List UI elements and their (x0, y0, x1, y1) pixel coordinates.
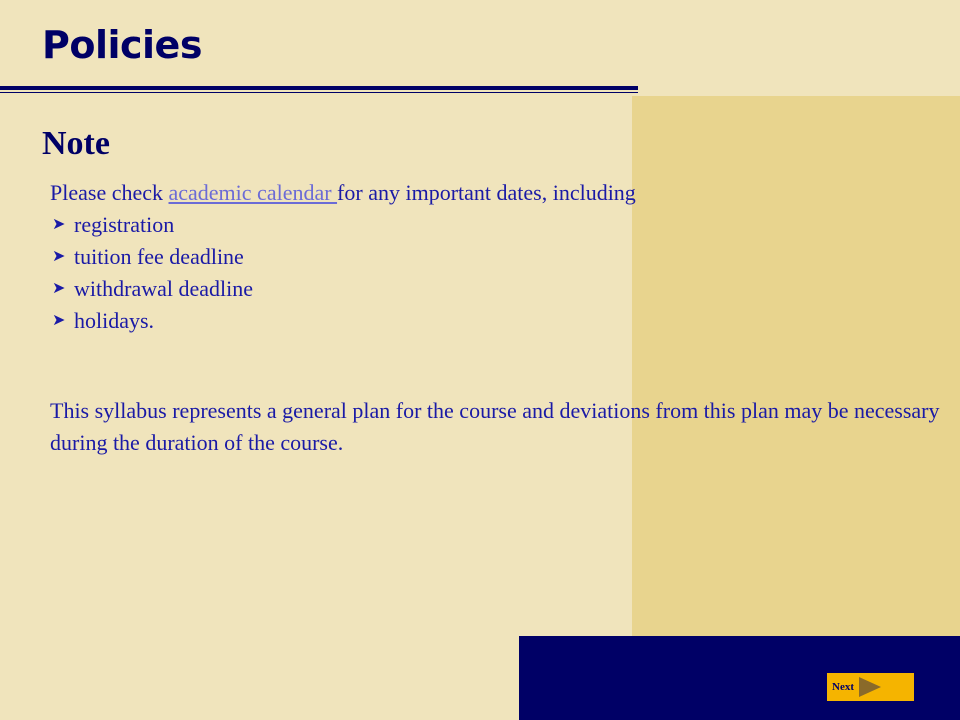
intro-paragraph (50, 177, 940, 209)
next-button[interactable] (827, 673, 914, 701)
slide-title: Policies (42, 23, 202, 67)
list-item (50, 241, 940, 273)
slide-subtitle: Note (42, 125, 110, 162)
arrow-right-icon (859, 677, 881, 697)
intro-text-after: for any important dates, including (337, 180, 636, 205)
important-dates-list (50, 209, 940, 337)
academic-calendar-link[interactable]: academic calendar (168, 180, 338, 205)
arrowhead-bullet-icon: ➤ (52, 312, 66, 329)
arrowhead-bullet-icon: ➤ (52, 216, 66, 233)
list-item-label: tuition fee deadline (74, 244, 244, 269)
arrowhead-bullet-icon: ➤ (52, 280, 66, 297)
list-item (50, 209, 940, 241)
list-item-label: withdrawal deadline (74, 276, 253, 301)
list-item-label: registration (74, 212, 175, 237)
intro-text-before: Please check (50, 180, 169, 205)
title-underline-thin (0, 92, 638, 93)
arrowhead-bullet-icon: ➤ (52, 248, 66, 265)
list-item-label: holidays. (74, 308, 155, 333)
list-item (50, 305, 940, 337)
list-item (50, 273, 940, 305)
title-underline-thick (0, 86, 638, 90)
slide-content (50, 177, 940, 459)
next-button-label: Next (832, 681, 854, 693)
syllabus-note-paragraph: This syllabus represents a general plan for the course and deviations from this plan may be necessary during the duration of the course. (50, 398, 940, 455)
